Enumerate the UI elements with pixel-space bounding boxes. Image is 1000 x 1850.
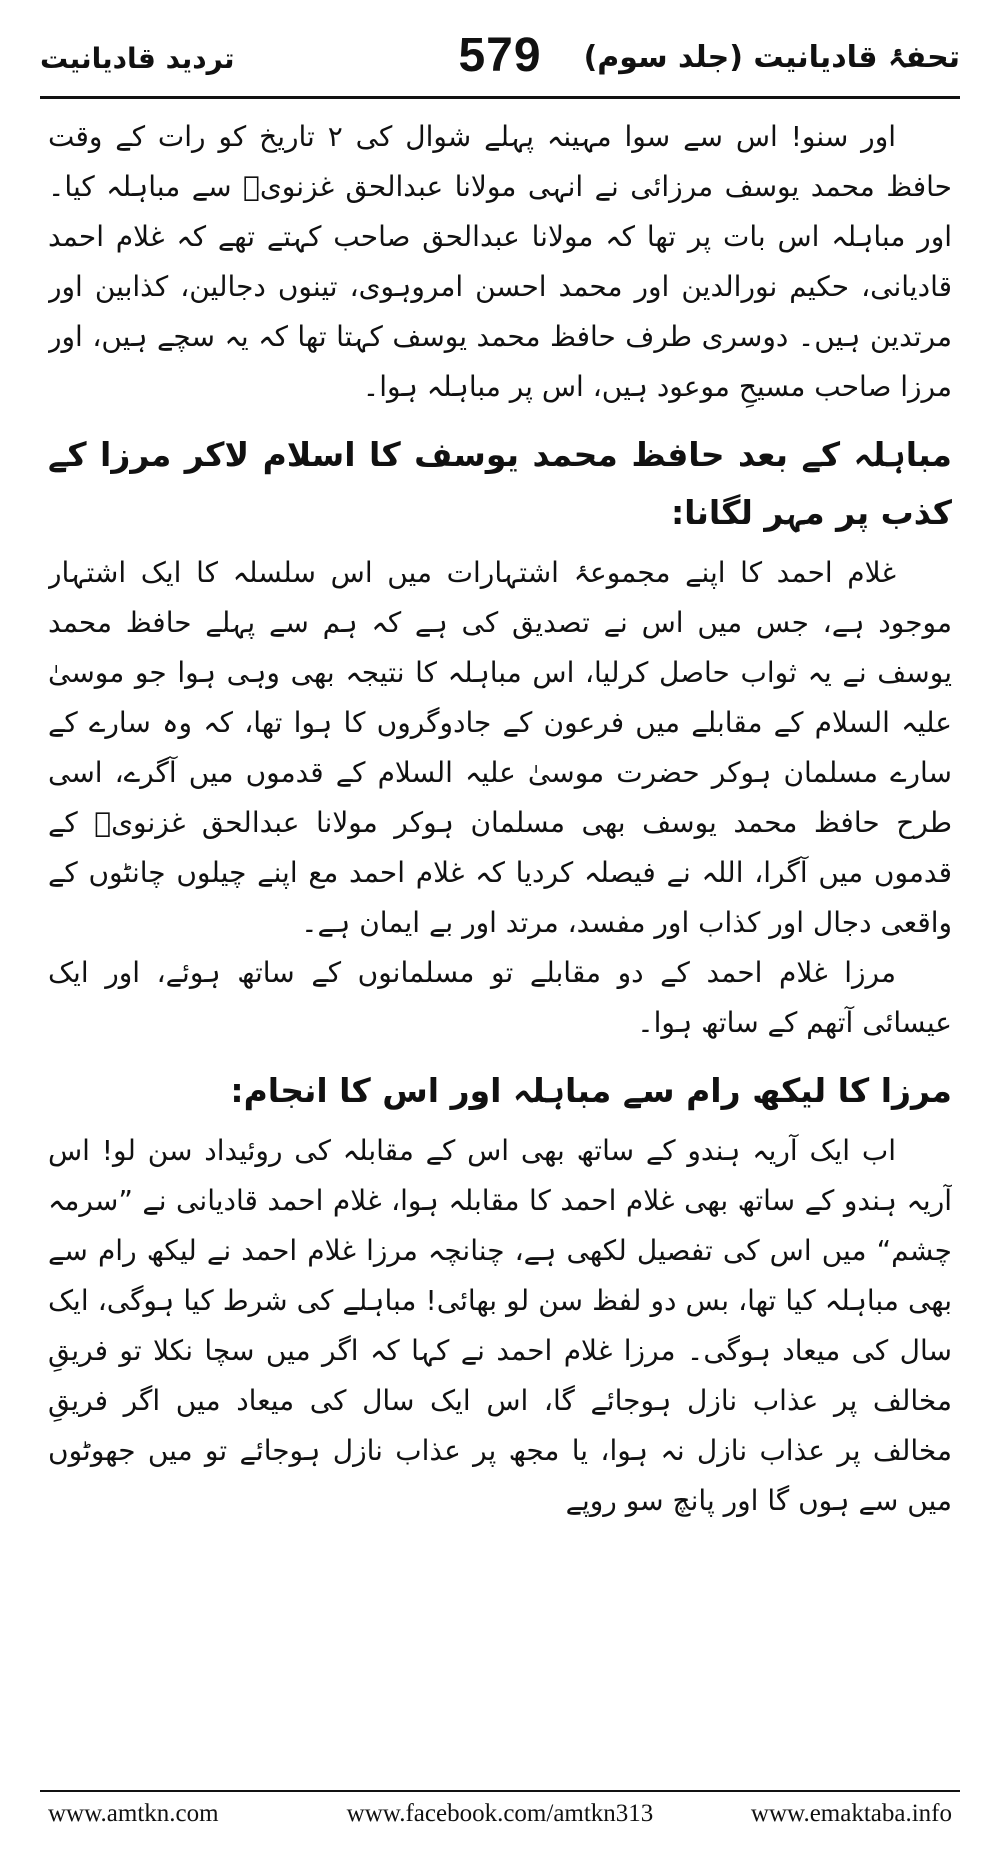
book-title: تحفۂ قادیانیت (جلد سوم) bbox=[583, 40, 960, 75]
paragraph-1: اور سنو! اس سے سوا مہینہ پہلے شوال کی ۲ تاریخ کو رات کے وقت حافظ محمد یوسف مرزائی نے انہی مولانا عبدالحق غزنویؒ سے مباہلہ کیا۔ اور مباہلہ اس بات پر تھا کہ مولانا عبدالحق صاحب کہتے تھے کہ غلام احمد قادیانی، حکیم نورالدین اور محمد احسن امروہوی، تینوں دجالین، کذابین اور مرتدین ہیں۔ دوسری طرف حافظ محمد یوسف کہتا تھا کہ یہ سچے ہیں، اور مرزا صاحب مسیحِ موعود ہیں، اس پر مباہلہ ہوا۔ bbox=[48, 120, 952, 403]
paragraph-4: اب ایک آریہ ہندو کے ساتھ بھی اس کے مقابلہ کی روئیداد سن لو! اس آریہ ہندو کے ساتھ بھی غلام احمد کا مقابلہ ہوا، غلام احمد قادیانی نے ”سرمہ چشم“ میں اس کی تفصیل لکھی ہے، چنانچہ مرزا غلام احمد نے لیکھ رام سے بھی مباہلہ کیا تھا، بس دو لفظ سن لو بھائی! مباہلے کی شرط کیا ہوگی، ایک سال کی میعاد ہوگی۔ مرزا غلام احمد نے کہا کہ اگر میں سچا نکلا تو فریقِ مخالف پر عذاب نازل ہوجائے گا، اس ایک سال کی میعاد میں اگر فریقِ مخالف پر عذاب نازل نہ ہوا، یا مجھ پر عذاب نازل ہوجائے تو میں جھوٹوں میں سے ہوں گا اور پانچ سو روپے bbox=[48, 1134, 952, 1517]
heading-lekhram-mubahala: مرزا کا لیکھ رام سے مباہلہ اور اس کا انجام: bbox=[230, 1071, 952, 1110]
footer-link-facebook[interactable]: www.facebook.com/amtkn313 bbox=[346, 1800, 654, 1827]
footer-link-amtkn[interactable]: www.amtkn.com bbox=[48, 1800, 219, 1827]
paragraph-2: غلام احمد کا اپنے مجموعۂ اشتہارات میں اس سلسلہ کا ایک اشتہار موجود ہے، جس میں اس نے تصدیق کی ہے کہ ہم سے پہلے حافظ محمد یوسف نے یہ ثواب حاصل کرلیا، اس مباہلہ کا نتیجہ بھی وہی ہوا جو موسیٰ علیہ السلام کے مقابلے میں فرعون کے جادوگروں کا ہوا تھا، کہ وہ سارے کے سارے مسلمان ہوکر حضرت موسیٰ علیہ السلام کے قدموں میں آگرے، اسی طرح حافظ محمد یوسف بھی مسلمان ہوکر مولانا عبدالحق غزنویؒ کے قدموں میں آگرا، اللہ نے فیصلہ کردیا کہ غلام احمد مع اپنے چیلوں چانٹوں کے واقعی دجال اور کذاب اور مفسد، مرتد اور بے ایمان ہے۔ bbox=[48, 556, 952, 939]
page-number: 579 bbox=[458, 29, 542, 82]
paragraph-3: مرزا غلام احمد کے دو مقابلے تو مسلمانوں کے ساتھ ہوئے، اور ایک عیسائی آتھم کے ساتھ ہوا۔ bbox=[48, 956, 952, 1039]
page-body bbox=[48, 112, 952, 1752]
heading-mubahala-result: مباہلہ کے بعد حافظ محمد یوسف کا اسلام لاکر مرزا کے کذب پر مہر لگانا: bbox=[48, 435, 952, 532]
footer-divider bbox=[40, 1790, 960, 1792]
page-header bbox=[40, 18, 960, 96]
header-divider bbox=[40, 96, 960, 99]
footer-link-emaktaba[interactable]: www.emaktaba.info bbox=[750, 1800, 952, 1827]
page-footer bbox=[48, 1800, 952, 1836]
section-title: تردید قادیانیت bbox=[40, 42, 235, 75]
